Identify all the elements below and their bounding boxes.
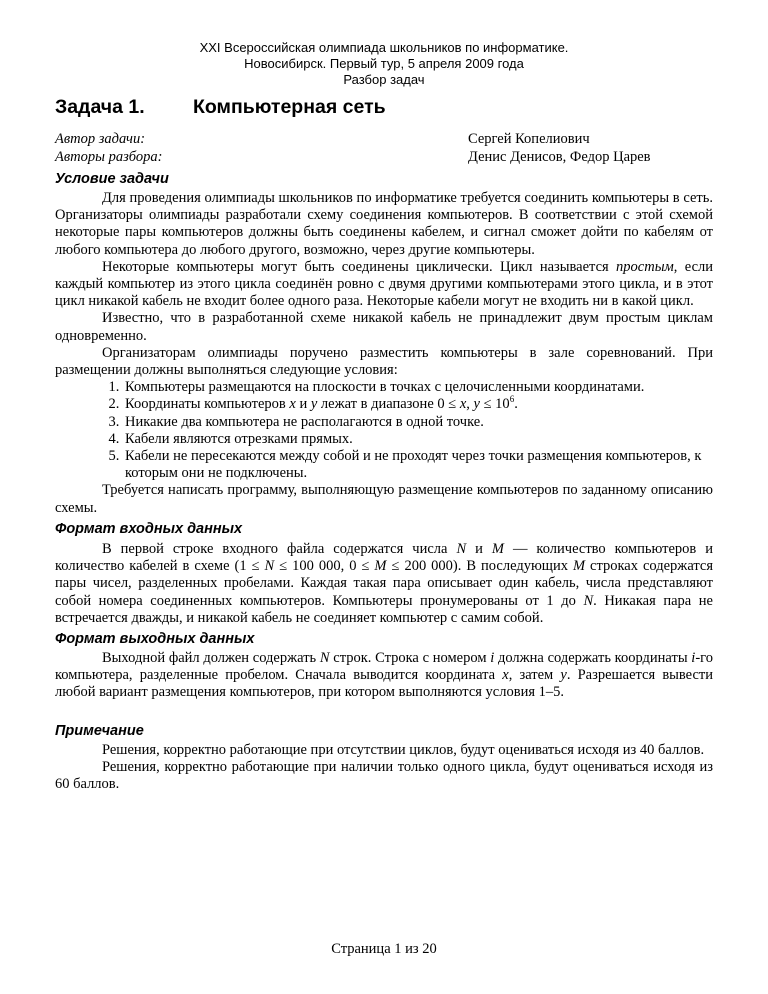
math-var: N xyxy=(264,558,275,575)
statement-paragraph: Организаторам олимпиады поручено разместить компьютеры в зале соревнований. При размещении должны выполняться следующие условия: xyxy=(55,344,713,379)
math-var: N xyxy=(319,650,330,666)
math-var: x xyxy=(502,667,509,684)
text-span: — количество компьютеров и количество кабелей в схеме (1 ≤ xyxy=(55,541,713,575)
text-span: лежат в диапазоне 0 ≤ xyxy=(317,396,460,413)
text-span: должна содержать координаты xyxy=(494,650,692,666)
header-line-3: Разбор задач xyxy=(343,72,425,87)
math-var: M xyxy=(572,558,586,575)
superscript: 6 xyxy=(509,394,515,405)
analysis-authors-label: Авторы разбора: xyxy=(55,149,163,165)
math-var: M xyxy=(491,541,504,557)
math-var: x xyxy=(459,396,467,413)
math-var: i xyxy=(490,650,495,666)
text-span: . xyxy=(514,396,518,413)
author-label: Автор задачи: xyxy=(55,131,146,147)
note-paragraph: Решения, корректно работающие при отсутствии циклов, будут оцениваться исходя из 40 баллов. xyxy=(102,742,705,758)
analysis-authors: Денис Денисов, Федор Царев xyxy=(468,149,651,165)
text-span: и xyxy=(295,396,311,413)
text-span: , затем xyxy=(508,667,561,684)
problem-title: Компьютерная сеть xyxy=(193,96,386,118)
output-body xyxy=(55,650,713,702)
condition-item: 3. Никакие два компьютера не располагаются в одной точке. xyxy=(123,414,713,431)
header-line-2: Новосибирск. Первый тур, 5 апреля 2009 года xyxy=(244,56,524,71)
statement-body xyxy=(55,190,713,517)
page-footer: Страница 1 из 20 xyxy=(331,941,437,957)
statement-paragraph: Для проведения олимпиады школьников по информатике требуется соединить компьютеры в сеть. Организаторы олимпиады разработали схему соединения компьютеров. В соответствии с этой схемой некоторые пары компьютеров должны быть соединены кабелем, и сигнал сможет дойти по кабелям от любого компьютера до любого другого, возможно, через другие компьютеры. xyxy=(55,190,713,258)
conditions-list xyxy=(55,379,713,482)
text-span: -го компьютера, разделенные пробелом. Сначала выводится координата xyxy=(55,650,713,684)
statement-paragraph: Требуется написать программу, выполняющую размещение компьютеров по заданному описанию схемы. xyxy=(55,482,713,516)
statement-paragraph: Известно, что в разработанной схеме никакой кабель не принадлежит двум простым циклам одновременно. xyxy=(55,310,713,344)
text-span: строках содержатся пары чисел, разделенных пробелами. Каждая такая пара описывает один кабель, числа представляют собой номера соединенных компьютеров. Компьютеры пронумерованы от 1 до xyxy=(55,558,713,609)
text-span: Некоторые компьютеры могут быть соединены циклически. Цикл называется xyxy=(102,258,617,275)
text-span: , если каждый компьютер из этого цикла соединён ровно с двумя другими компьютерами этого цикла, и в этот цикл никакой кабель не входит более одного раза. Некоторые кабели могут не входить ни в какой цикл. xyxy=(55,258,713,310)
text-span: ≤ 10 xyxy=(479,396,510,413)
text-span: . Разрешается вывести любой вариант размещения компьютеров, при котором выполняются условия 1–5. xyxy=(55,667,714,701)
condition-item: 1. Компьютеры размещаются на плоскости в точках с целочисленными координатами. xyxy=(123,379,713,396)
note-paragraph: Решения, корректно работающие при наличии только одного цикла, будут оцениваться исходя из 60 баллов. xyxy=(55,759,713,793)
author-name: Сергей Копелиович xyxy=(468,131,590,147)
text-span: строк. Строка с номером xyxy=(329,650,491,666)
math-var: N xyxy=(583,592,594,609)
section-heading-note: Примечание xyxy=(55,723,144,739)
problem-number: Задача 1. xyxy=(55,96,145,118)
text-span: В первой строке входного файла содержатся числа xyxy=(102,541,457,557)
text-span: и xyxy=(466,541,492,557)
math-var: y xyxy=(560,667,567,684)
math-var: y xyxy=(473,396,480,413)
math-var: N xyxy=(456,541,467,557)
input-body xyxy=(55,541,713,627)
text-span: ≤ 100 000, 0 ≤ xyxy=(274,558,375,575)
math-var: M xyxy=(374,558,387,575)
math-var: y xyxy=(310,396,318,413)
section-heading-input: Формат входных данных xyxy=(55,521,243,537)
output-paragraph xyxy=(55,650,713,702)
math-var: x xyxy=(289,396,296,413)
text-span: , xyxy=(466,396,474,413)
section-heading-statement: Условие задачи xyxy=(55,171,169,187)
condition-item: 4. Кабели являются отрезками прямых. xyxy=(123,431,713,448)
math-var: i xyxy=(691,650,696,666)
text-span: ≤ 200 000). В последующих xyxy=(386,558,573,575)
text-span: Выходной файл должен содержать xyxy=(102,650,320,666)
section-heading-output: Формат выходных данных xyxy=(55,631,255,647)
condition-item: 5. Кабели не пересекаются между собой и не проходят через точки размещения компьютеров, к которым они не подключены. xyxy=(123,448,713,482)
emphasis: простым xyxy=(616,258,674,275)
header-line-1: XXI Всероссийская олимпиада школьников по информатике. xyxy=(199,40,569,55)
note-body xyxy=(55,742,713,794)
text-span: . Никакая пара не встречается дважды, и никакой кабель не соединяет компьютер с самим собой. xyxy=(55,592,713,626)
statement-paragraph xyxy=(55,259,713,311)
condition-item xyxy=(123,396,713,413)
input-paragraph xyxy=(55,541,713,627)
text-span: Координаты компьютеров xyxy=(125,396,290,413)
